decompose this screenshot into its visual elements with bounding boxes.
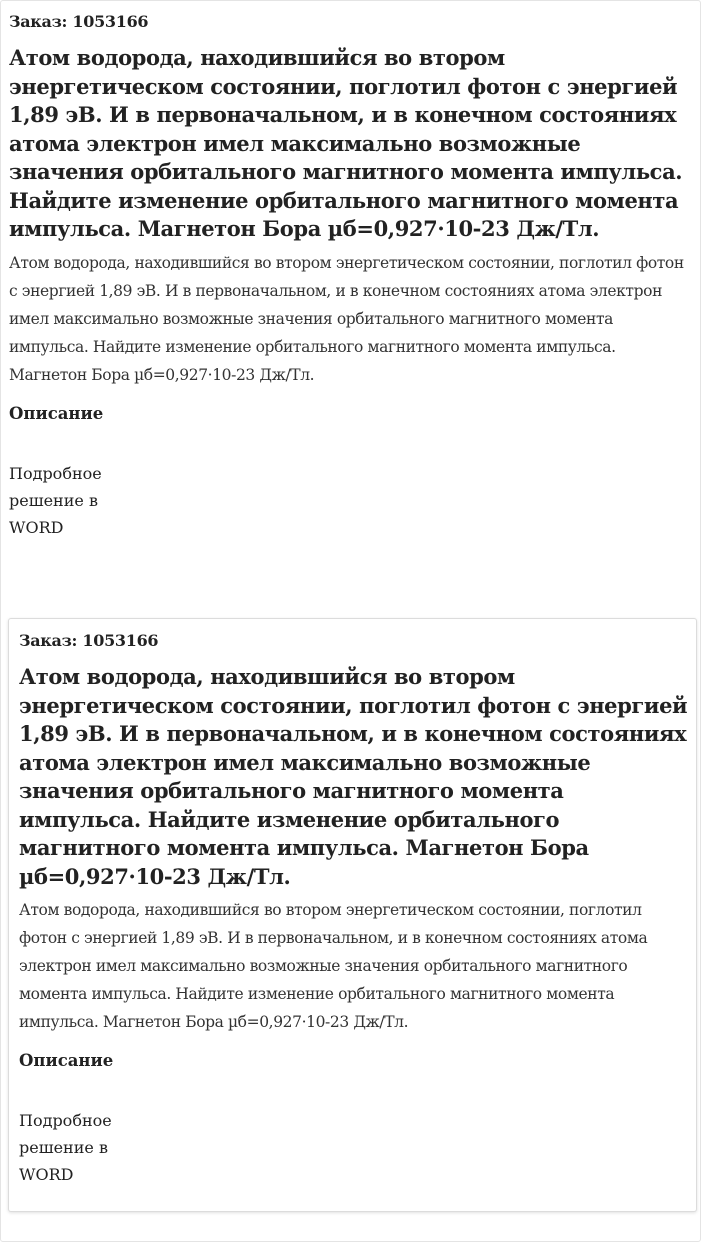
description-heading: Описание — [9, 403, 104, 423]
order-number: Заказ: 1053166 — [19, 631, 159, 650]
description-heading: Описание — [19, 1051, 114, 1070]
task-text: Атом водорода, находившийся во втором энергетическом состоянии, поглотил фотон с энергией 1,89 эВ. И в первоначальном, и в конечном состояниях атома электрон имел максимально возможные значения орбитального магнитного момента импульса. Найдите изменение орбитального магнитного момента импульса. Магнетон Бора µб=0,927·10-23 Дж/Тл. — [19, 901, 648, 1031]
description-text: Подробное решение в WORD — [9, 463, 102, 537]
task-title: Атом водорода, находившийся во втором энергетическом состоянии, поглотил фотон с энергией 1,89 эВ. И в первоначальном, и в конечном состояниях атома электрон имел максимально возможные значения орбитального магнитного момента импульса. Найдите изменение орбитального магнитного момента импульса. Магнетон Бора µб=0,927·10-23 Дж/Тл. — [19, 664, 688, 889]
task-title: Атом водорода, находившийся во втором энергетическом состоянии, поглотил фотон с энергией 1,89 эВ. И в первоначальном, и в конечном состояниях атома электрон имел максимально возможные значения орбитального магнитного момента импульса. Найдите изменение орбитального магнитного момента импульса. Магнетон Бора µб=0,927·10-23 Дж/Тл. — [9, 45, 683, 241]
task-text: Атом водорода, находившийся во втором энергетическом состоянии, поглотил фотон с энергией 1,89 эВ. И в первоначальном, и в конечном состояниях атома электрон имел максимально возможные значения орбитального магнитного момента импульса. Найдите изменение орбитального магнитного момента импульса. Магнетон Бора µб=0,927·10-23 Дж/Тл. — [9, 253, 684, 384]
order-number: Заказ: 1053166 — [9, 12, 149, 31]
description-text: Подробное решение в WORD — [19, 1111, 112, 1184]
order-card-duplicate — [8, 618, 697, 1212]
